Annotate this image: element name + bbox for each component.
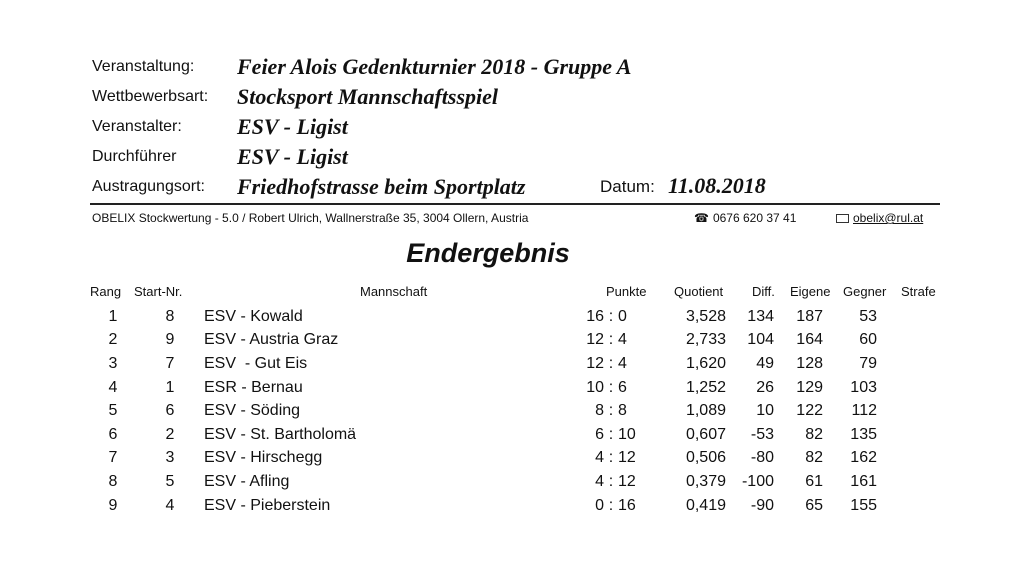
phone-icon: ☎ (694, 211, 709, 225)
cell-quotient: 3,528 (685, 307, 726, 325)
cell-eigene: 187 (796, 307, 823, 325)
cell-team: ESV - Kowald (204, 307, 303, 325)
cell-punkte-won: 10 (586, 378, 604, 396)
cell-quotient: 0,379 (685, 472, 726, 490)
cell-rang: 7 (108, 449, 118, 467)
cell-eigene: 82 (805, 425, 823, 443)
cell-quotient: 1,252 (685, 378, 726, 396)
info-label: Durchführer (92, 148, 177, 165)
table-row (90, 305, 877, 329)
table-row (90, 352, 877, 376)
info-value: Friedhofstrasse beim Sportplatz (237, 174, 526, 199)
cell-punkte-lost: 16 (618, 496, 636, 514)
phone-number: 0676 620 37 41 (712, 211, 797, 225)
header-diff: Diff. (752, 284, 775, 299)
cell-quotient: 1,620 (685, 354, 726, 372)
cell-start-nr: 7 (165, 354, 175, 372)
cell-team: ESV - St. Bartholomä (204, 425, 357, 443)
cell-punkte-separator: : (608, 425, 614, 443)
cell-punkte-won: 4 (595, 472, 604, 490)
cell-rang: 6 (108, 425, 118, 443)
results-table (90, 305, 877, 517)
cell-diff: 26 (756, 378, 774, 396)
phone-contact (694, 211, 796, 225)
cell-punkte-won: 12 (586, 354, 604, 372)
cell-team: ESV - Hirschegg (204, 449, 323, 467)
cell-diff: 134 (747, 307, 774, 325)
cell-team: ESR - Bernau (204, 378, 303, 396)
envelope-icon (836, 214, 849, 223)
cell-eigene: 128 (796, 354, 823, 372)
cell-gegner: 60 (859, 331, 877, 349)
software-credit: OBELIX Stockwertung - 5.0 / Robert Ulrich, Wallnerstraße 35, 3004 Ollern, Austria (92, 211, 529, 225)
info-value: ESV - Ligist (237, 114, 348, 139)
info-label: Austragungsort: (92, 178, 205, 195)
header-mannschaft: Mannschaft (360, 284, 428, 299)
cell-eigene: 122 (796, 402, 823, 420)
info-label: Veranstaltung: (92, 58, 195, 75)
cell-quotient: 0,607 (685, 425, 726, 443)
cell-start-nr: 3 (165, 449, 175, 467)
cell-punkte-won: 12 (586, 331, 604, 349)
cell-punkte-lost: 10 (618, 425, 636, 443)
header-punkte: Punkte (606, 284, 647, 299)
cell-gegner: 161 (850, 472, 877, 490)
cell-diff: -53 (750, 425, 774, 443)
table-row (90, 399, 877, 423)
cell-diff: -80 (750, 449, 774, 467)
cell-punkte-separator: : (608, 496, 614, 514)
cell-punkte-lost: 4 (618, 331, 627, 349)
cell-rang: 4 (108, 378, 118, 396)
cell-punkte-won: 4 (595, 449, 604, 467)
cell-punkte-lost: 4 (618, 354, 627, 372)
cell-punkte-separator: : (608, 378, 614, 396)
cell-start-nr: 9 (165, 331, 175, 349)
cell-punkte-separator: : (608, 472, 614, 490)
cell-quotient: 0,506 (685, 449, 726, 467)
cell-rang: 5 (108, 402, 118, 420)
email-contact (836, 211, 923, 225)
cell-start-nr: 5 (165, 472, 175, 490)
cell-quotient: 2,733 (685, 331, 726, 349)
cell-team: ESV - Afling (204, 472, 290, 490)
table-row (90, 423, 877, 447)
header-strafe: Strafe (901, 284, 936, 299)
table-row (90, 470, 877, 494)
header-eigene: Eigene (790, 284, 831, 299)
cell-punkte-separator: : (608, 354, 614, 372)
cell-punkte-separator: : (608, 402, 614, 420)
cell-punkte-won: 16 (586, 307, 604, 325)
cell-punkte-lost: 0 (618, 307, 627, 325)
cell-start-nr: 8 (165, 307, 175, 325)
cell-gegner: 112 (851, 402, 877, 420)
info-label: Veranstalter: (92, 118, 182, 135)
cell-punkte-won: 8 (595, 402, 604, 420)
cell-team: ESV - Gut Eis (204, 354, 308, 372)
cell-eigene: 82 (805, 449, 823, 467)
cell-punkte-lost: 6 (618, 378, 627, 396)
info-value: Stocksport Mannschaftsspiel (237, 84, 498, 109)
cell-punkte-lost: 12 (618, 449, 636, 467)
cell-eigene: 65 (805, 496, 823, 514)
table-row (90, 329, 877, 353)
cell-eigene: 164 (796, 331, 823, 349)
header-divider (90, 203, 940, 205)
cell-quotient: 1,089 (685, 402, 726, 420)
cell-rang: 9 (108, 496, 118, 514)
info-value: ESV - Ligist (237, 144, 348, 169)
cell-gegner: 79 (859, 354, 877, 372)
cell-team: ESV - Austria Graz (204, 331, 339, 349)
cell-eigene: 129 (796, 378, 823, 396)
cell-team: ESV - Söding (204, 402, 301, 420)
cell-gegner: 53 (859, 307, 877, 325)
datum-value: 11.08.2018 (668, 173, 766, 198)
cell-rang: 1 (108, 307, 118, 325)
cell-punkte-won: 6 (595, 425, 604, 443)
cell-eigene: 61 (805, 472, 823, 490)
datum-label: Datum: (600, 177, 655, 196)
cell-gegner: 155 (850, 496, 877, 514)
cell-rang: 8 (108, 472, 118, 490)
cell-start-nr: 4 (165, 496, 175, 514)
cell-start-nr: 6 (165, 402, 175, 420)
table-row (90, 494, 877, 518)
cell-gegner: 103 (850, 378, 877, 396)
table-row (90, 376, 877, 400)
cell-diff: -90 (750, 496, 774, 514)
cell-punkte-separator: : (608, 307, 614, 325)
cell-start-nr: 1 (165, 378, 175, 396)
cell-punkte-separator: : (608, 331, 614, 349)
email-link[interactable]: obelix@rul.at (853, 211, 924, 225)
cell-gegner: 135 (850, 425, 877, 443)
cell-diff: 10 (756, 402, 774, 420)
cell-diff: 49 (756, 354, 774, 372)
cell-diff: 104 (747, 331, 774, 349)
info-label: Wettbewerbsart: (92, 88, 209, 105)
cell-quotient: 0,419 (685, 496, 726, 514)
cell-punkte-lost: 12 (618, 472, 636, 490)
cell-diff: -100 (741, 472, 774, 490)
header-start-nr: Start-Nr. (134, 284, 183, 299)
header-rang: Rang (90, 284, 122, 299)
cell-team: ESV - Pieberstein (204, 496, 331, 514)
cell-punkte-won: 0 (595, 496, 604, 514)
header-quotient: Quotient (674, 284, 724, 299)
info-value: Feier Alois Gedenkturnier 2018 - Gruppe A (237, 54, 632, 79)
cell-rang: 2 (108, 331, 118, 349)
cell-rang: 3 (108, 354, 118, 372)
cell-punkte-lost: 8 (618, 402, 627, 420)
header-gegner: Gegner (843, 284, 887, 299)
cell-start-nr: 2 (165, 425, 175, 443)
page-title: Endergebnis (406, 238, 570, 268)
table-row (90, 447, 877, 471)
cell-punkte-separator: : (608, 449, 614, 467)
cell-gegner: 162 (850, 449, 877, 467)
